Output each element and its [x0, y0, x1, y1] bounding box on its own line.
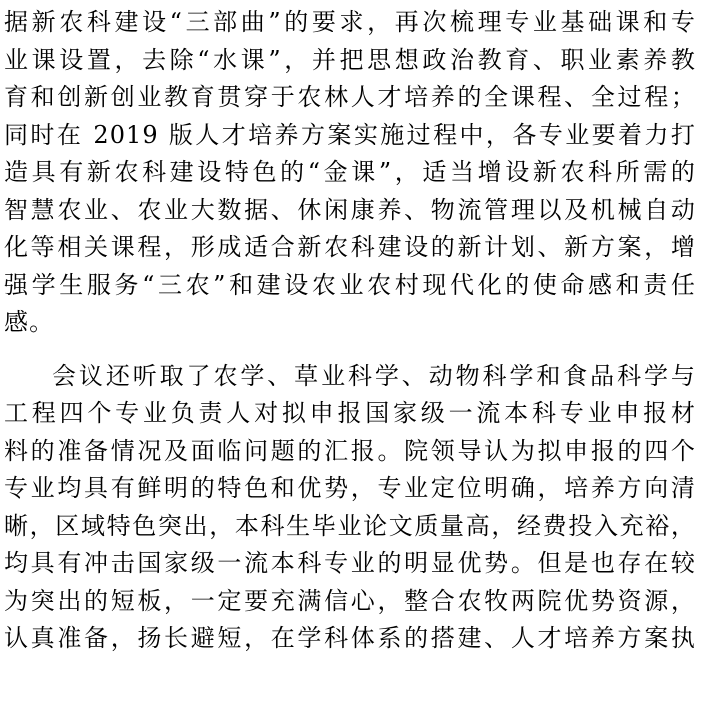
paragraph-1-line-6: 智慧农业、农业大数据、休闲康养、物流管理以及机械自动 [4, 195, 696, 224]
paragraph-1-line-5: 造具有新农科建设特色的“金课”，适当增设新农科所需的 [4, 158, 696, 186]
paragraph-1-line-7: 化等相关课程，形成适合新农科建设的新计划、新方案，增 [4, 233, 696, 261]
paragraph-2-line-8: 认真准备，扬长避短，在学科体系的搭建、人才培养方案执 [4, 624, 696, 652]
paragraph-2-line-3: 料的准备情况及面临问题的汇报。院领导认为拟申报的四个 [4, 436, 696, 465]
paragraph-1-line-2: 业课设置，去除“水课”，并把思想政治教育、职业素养教 [4, 45, 696, 74]
paragraph-2-line-1: 会议还听取了农学、草业科学、动物科学和食品科学与 [52, 361, 696, 390]
paragraph-1-line-9: 感。 [4, 308, 55, 336]
paragraph-1-line-8: 强学生服务“三农”和建设农业农村现代化的使命感和责任 [4, 270, 696, 299]
paragraph-2-line-6: 均具有冲击国家级一流本科专业的明显优势。但是也存在较 [4, 549, 696, 577]
paragraph-1-line-4: 同时在 2019 版人才培养方案实施过程中，各专业要着力打 [4, 120, 696, 149]
paragraph-2-line-2: 工程四个专业负责人对拟申报国家级一流本科专业申报材 [4, 399, 696, 427]
paragraph-2-line-5: 晰，区域特色突出，本科生毕业论文质量高，经费投入充裕， [4, 511, 696, 540]
paragraph-2-line-7: 为突出的短板，一定要充满信心，整合农牧两院优势资源， [4, 586, 696, 615]
paragraph-1-line-1: 据新农科建设“三部曲”的要求，再次梳理专业基础课和专 [4, 8, 696, 36]
paragraph-1-line-3: 育和创新创业教育贯穿于农林人才培养的全课程、全过程； [4, 83, 696, 111]
paragraph-2-line-4: 专业均具有鲜明的特色和优势，专业定位明确，培养方向清 [4, 474, 696, 502]
